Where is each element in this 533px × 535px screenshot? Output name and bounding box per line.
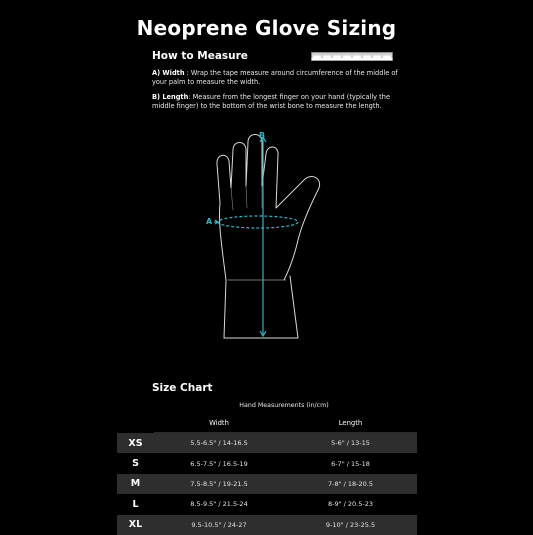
- size-chart-heading: Size Chart: [152, 382, 213, 394]
- column-header-length: Length: [338, 418, 363, 427]
- size-label: XL: [128, 519, 143, 531]
- diagram-label-b: B: [258, 131, 266, 140]
- glove-cuff: [224, 276, 298, 338]
- column-header-width: Width: [209, 418, 229, 427]
- length-instruction: [152, 93, 407, 110]
- size-label: L: [132, 498, 139, 510]
- width-instruction: [152, 69, 407, 86]
- length-cell: 9-10" / 23-25.5: [325, 520, 376, 529]
- length-label: B) Length: [152, 93, 189, 101]
- table-row: [117, 433, 417, 453]
- table-row: [117, 515, 417, 535]
- glove-outline: [217, 135, 320, 281]
- length-cell: 8-9" / 20.5-23: [327, 500, 374, 509]
- length-cell: 5-6" / 13-15: [331, 439, 370, 448]
- page-title: Neoprene Glove Sizing: [136, 16, 397, 40]
- length-cell: 7-8" / 18-20.5: [327, 479, 374, 488]
- length-text: : Measure from the longest finger on your hand (typically the middle finger) to the bottom of the wrist bone to measure the length.: [152, 93, 390, 110]
- size-label: XS: [128, 437, 143, 449]
- size-label: S: [132, 458, 139, 470]
- width-cell: 7.5-8.5" / 19-21.5: [190, 479, 248, 488]
- width-label: A) Width: [152, 69, 185, 77]
- width-text: : Wrap the tape measure around circumference of the middle of your palm to measure the width.: [152, 69, 398, 86]
- width-cell: 8.5-9.5" / 21.5-24: [190, 500, 248, 509]
- table-row: [117, 453, 417, 473]
- size-chart-table: [117, 413, 417, 535]
- hand-measurements-subheading: Hand Measurements (in/cm): [239, 402, 329, 409]
- width-cell: 6.5-7.5" / 16.5-19: [190, 459, 248, 468]
- width-cell: 9.5-10.5" / 24-27: [191, 520, 247, 529]
- width-cell: 5.5-6.5" / 14-16.5: [190, 439, 248, 448]
- how-to-measure-heading: How to Measure: [152, 50, 248, 62]
- table-row: [117, 474, 417, 494]
- table-header-row: [117, 413, 417, 432]
- table-row: [117, 494, 417, 514]
- tape-measure-icon: [311, 52, 393, 61]
- glove-diagram: [200, 128, 330, 348]
- width-ellipse: [218, 216, 298, 228]
- diagram-label-a: A: [206, 217, 213, 226]
- size-label: M: [130, 478, 141, 490]
- length-cell: 6-7" / 15-18: [331, 459, 370, 468]
